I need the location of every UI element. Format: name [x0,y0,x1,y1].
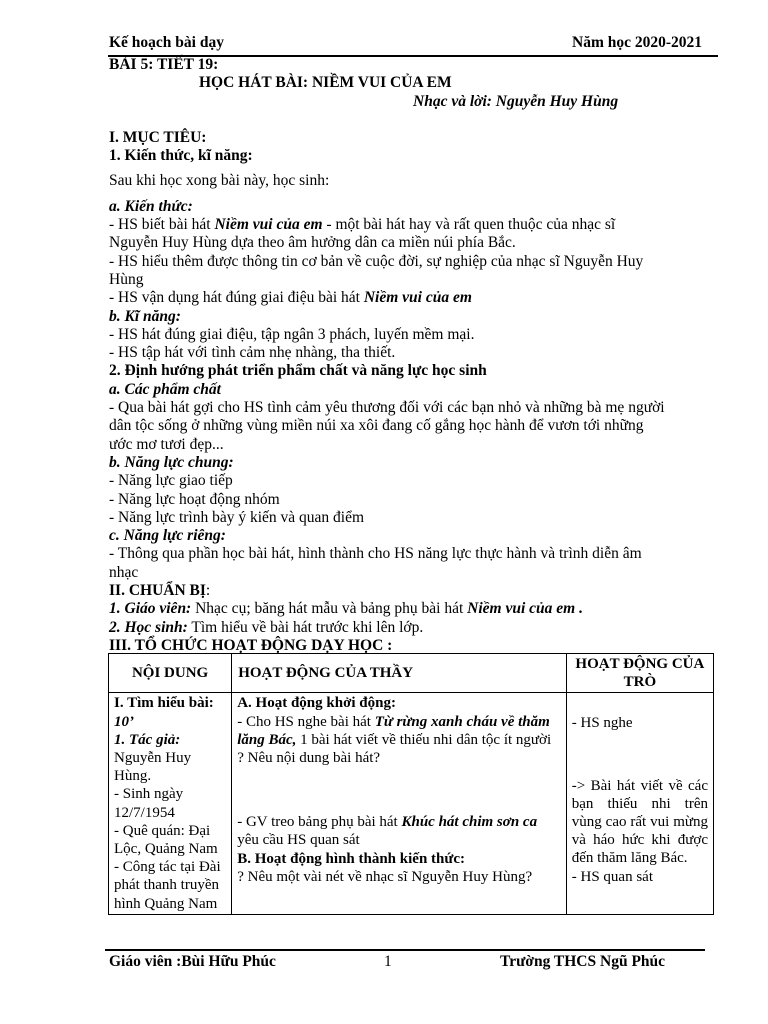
section-3-heading: III. TỔ CHỨC HOẠT ĐỘNG DẠY HỌC : [109,636,393,654]
activity-b-heading: B. Hoạt động hình thành kiến thức: [237,850,466,867]
col-header-content: NỘI DUNG [109,654,232,693]
header-left: Kế hoạch bài dạy [109,34,224,51]
general-competence-3: - Năng lực trình bày ý kiến và quan điểm [109,508,365,526]
knowledge-item-3: - HS vận dụng hát đúng giai điệu bài hát Niềm vui của em [109,289,472,307]
knowledge-item-2: - HS hiểu thêm được thông tin cơ bản về cuộc đời, sự nghiệp của nhạc sĩ Nguyễn Huy [109,252,644,270]
footer-school: Trường THCS Ngũ Phúc [500,953,666,970]
lesson-number: BÀI 5: TIẾT 19: [109,56,219,73]
student-response-3: - HS quan sát [571,868,653,885]
student-prep: 2. Học sinh: Tìm hiểu về bài hát trước khi lên lớp. [109,618,424,636]
footer-divider [105,949,705,951]
section-1-heading: I. MỤC TIÊU: [109,128,207,146]
general-competence-2: - Năng lực hoạt động nhóm [109,490,280,508]
activity-b-question: ? Nêu một vài nét về nhạc sĩ Nguyễn Huy Hùng? [237,868,533,885]
knowledge-item-1: - HS biết bài hát Niềm vui của em - một bài hát hay và rất quen thuộc của nhạc sĩ [109,216,616,234]
student-response-2: -> Bài hát viết về các bạn thiếu nhi trên vùng cao rất vui mừng và háo hức khi được đến thăm lăng Bác. [571,777,708,867]
section-2-heading: II. CHUẨN BỊ: [109,582,211,600]
knowledge-label: a. Kiến thức: [109,197,193,215]
skills-item-2: - HS tập hát với tình cảm nhẹ nhàng, tha thiết. [109,344,396,362]
content-workplace: - Công tác tại Đài phát thanh truyền hình Quảng Nam [114,859,221,912]
activity-a-item: - Cho HS nghe bài hát Từ rừng xanh cháu về thăm lăng Bác, 1 bài hát viết về thiếu nhi dân tộc ít người [237,713,552,748]
lesson-activity-table [108,653,714,915]
general-competence-label: b. Năng lực chung: [109,453,234,471]
knowledge-item-1-cont: Nguyễn Huy Hùng dựa theo âm hưởng dân ca miền núi phía Bắc. [109,234,516,252]
content-author-name: Nguyễn Huy Hùng. [114,750,192,785]
specific-competence-1-cont: nhạc [109,563,139,581]
skills-item-1: - HS hát đúng giai điệu, tập ngân 3 phách, luyến mềm mại. [109,325,475,343]
content-cell [109,693,232,914]
footer-teacher: Giáo viên :Bùi Hữu Phúc [109,953,276,970]
content-hometown: - Quê quán: Đại Lộc, Quảng Nam [114,822,218,858]
qualities-line-2: dân tộc sống ở những vùng miền núi xa xôi đang cố gắng học hành để vươn tới những [109,417,644,435]
col-header-teacher: HOẠT ĐỘNG CỦA THẦY [232,654,567,693]
section-1-sub1: 1. Kiến thức, kĩ năng: [109,147,253,165]
content-title: I. Tìm hiểu bài: 10’ [114,695,214,730]
activity-a-question: ? Nêu nội dung bài hát? [237,750,381,767]
table-row [109,693,714,914]
footer-page-number: 1 [384,953,392,970]
skills-label: b. Kĩ năng: [109,307,181,325]
document-body [109,56,715,655]
specific-competence-label: c. Năng lực riêng: [109,527,226,545]
qualities-line-1: - Qua bài hát gợi cho HS tình cảm yêu thương đối với các bạn nhỏ và những bà mẹ người [109,399,665,417]
qualities-label: a. Các phẩm chất [109,380,221,398]
student-activity-cell [566,693,713,914]
qualities-line-3: ước mơ tươi đẹp... [109,435,224,453]
teacher-prep: 1. Giáo viên: Nhạc cụ; băng hát mẫu và bảng phụ bài hát Niềm vui của em . [109,600,583,618]
content-author-heading: 1. Tác giả: [114,731,181,748]
section-1-sub2: 2. Định hướng phát triển phẩm chất và năng lực học sinh [109,362,487,380]
activity-a-heading: A. Hoạt động khởi động: [237,695,396,712]
col-header-student: HOẠT ĐỘNG CỦA TRÒ [566,654,713,693]
song-title: HỌC HÁT BÀI: NIỀM VUI CỦA EM [199,74,452,92]
table-header-row [109,654,714,693]
knowledge-item-2-cont: Hùng [109,270,144,288]
student-response-1: - HS nghe [571,715,633,732]
blank-line [109,111,715,129]
header-right: Năm học 2020-2021 [572,34,703,51]
content-born: - Sinh ngày 12/7/1954 [114,786,184,821]
activity-gv-item: - GV treo bảng phụ bài hát Khúc hát chim sơn ca yêu cầu HS quan sát [237,814,538,849]
teacher-activity-cell [232,693,567,914]
intro-text: Sau khi học xong bài này, học sinh: [109,172,330,190]
song-author: Nhạc và lời: Nguyễn Huy Hùng [413,92,619,110]
general-competence-1: - Năng lực giao tiếp [109,472,233,490]
specific-competence-1: - Thông qua phần học bài hát, hình thành cho HS năng lực thực hành và trình diễn âm [109,545,642,563]
